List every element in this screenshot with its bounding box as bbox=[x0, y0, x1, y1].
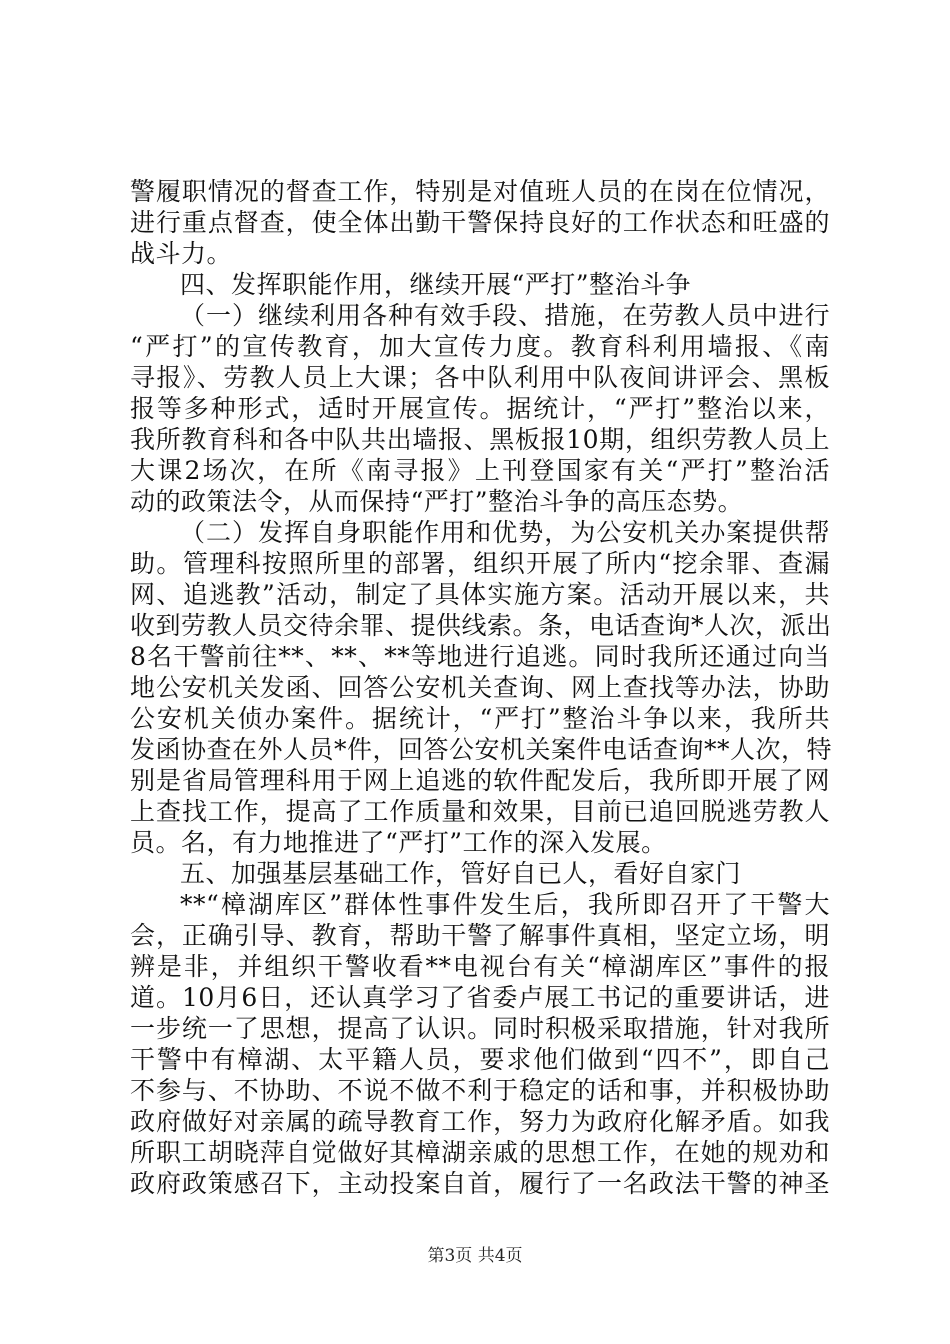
page-number-footer: 第3页 共4页 bbox=[427, 1246, 523, 1266]
text-line: 会，正确引导、教育，帮助干警了解事件真相，坚定立场，明 bbox=[130, 921, 830, 950]
document-body bbox=[130, 176, 833, 1199]
text-line: 别是省局管理科用于网上追逃的软件配发后，我所即开展了网 bbox=[130, 766, 830, 795]
text-line: 动的政策法令，从而保持“严打”整治斗争的高压态势。 bbox=[130, 487, 744, 516]
section-heading: 四、发挥职能作用，继续开展“严打”整治斗争 bbox=[180, 270, 692, 299]
text-line: 一步统一了思想，提高了认识。同时积极采取措施，针对我所 bbox=[130, 1014, 830, 1043]
text-line: 警履职情况的督查工作，特别是对值班人员的在岗在位情况， bbox=[130, 177, 830, 206]
text-line: 助。管理科按照所里的部署，组织开展了所内“挖余罪、查漏 bbox=[130, 549, 830, 578]
text-line: 大课2场次，在所《南寻报》上刊登国家有关“严打”整治活 bbox=[130, 456, 830, 485]
text-line: 政府政策感召下，主动投案自首，履行了一名政法干警的神圣 bbox=[130, 1169, 830, 1198]
text-line: 政府做好对亲属的疏导教育工作，努力为政府化解矛盾。如我 bbox=[130, 1107, 830, 1136]
text-line: 上查找工作，提高了工作质量和效果，目前已追回脱逃劳教人 bbox=[130, 797, 830, 826]
text-line: 我所教育科和各中队共出墙报、黑板报10期，组织劳教人员上 bbox=[130, 425, 830, 454]
text-line: 地公安机关发函、回答公安机关查询、网上查找等办法，协助 bbox=[130, 673, 830, 702]
section-heading: 五、加强基层基础工作，管好自已人，看好自家门 bbox=[180, 859, 742, 888]
text-line: （一）继续利用各种有效手段、措施，在劳教人员中进行 bbox=[180, 301, 830, 330]
text-line: 进行重点督查，使全体出勤干警保持良好的工作状态和旺盛的 bbox=[130, 208, 830, 237]
text-line: 收到劳教人员交待余罪、提供线索。条，电话查询*人次，派出 bbox=[130, 611, 832, 640]
text-line: 发函协查在外人员*件，回答公安机关案件电话查询**人次，特 bbox=[130, 735, 833, 764]
text-line: 8名干警前往**、**、**等地进行追逃。同时我所还通过向当 bbox=[130, 642, 830, 671]
text-line: 报等多种形式，适时开展宣传。据统计，“严打”整治以来， bbox=[130, 394, 830, 423]
text-line: 道。10月6日，还认真学习了省委卢展工书记的重要讲话，进 bbox=[130, 983, 830, 1012]
text-line: 公安机关侦办案件。据统计，“严打”整治斗争以来，我所共 bbox=[130, 704, 830, 733]
text-line: （二）发挥自身职能作用和优势，为公安机关办案提供帮 bbox=[180, 518, 830, 547]
text-line: 网、追逃教”活动，制定了具体实施方案。活动开展以来，共 bbox=[130, 580, 830, 609]
text-line: 战斗力。 bbox=[130, 239, 233, 268]
text-line: 干警中有樟湖、太平籍人员，要求他们做到“四不”，即自己 bbox=[130, 1045, 830, 1074]
text-line: 所职工胡晓萍自觉做好其樟湖亲戚的思想工作，在她的规劝和 bbox=[130, 1138, 830, 1167]
text-line: 寻报》、劳教人员上大课；各中队利用中队夜间讲评会、黑板 bbox=[130, 363, 830, 392]
text-line: 不参与、不协助、不说不做不利于稳定的话和事，并积极协助 bbox=[130, 1076, 830, 1105]
text-line: “严打”的宣传教育，加大宣传力度。教育科利用墙报、《南 bbox=[130, 332, 830, 361]
text-line: 辨是非，并组织干警收看**电视台有关“樟湖库区”事件的报 bbox=[130, 952, 830, 981]
text-line: 员。名，有力地推进了“严打”工作的深入发展。 bbox=[130, 828, 667, 857]
text-line: **“樟湖库区”群体性事件发生后，我所即召开了干警大 bbox=[180, 890, 830, 919]
